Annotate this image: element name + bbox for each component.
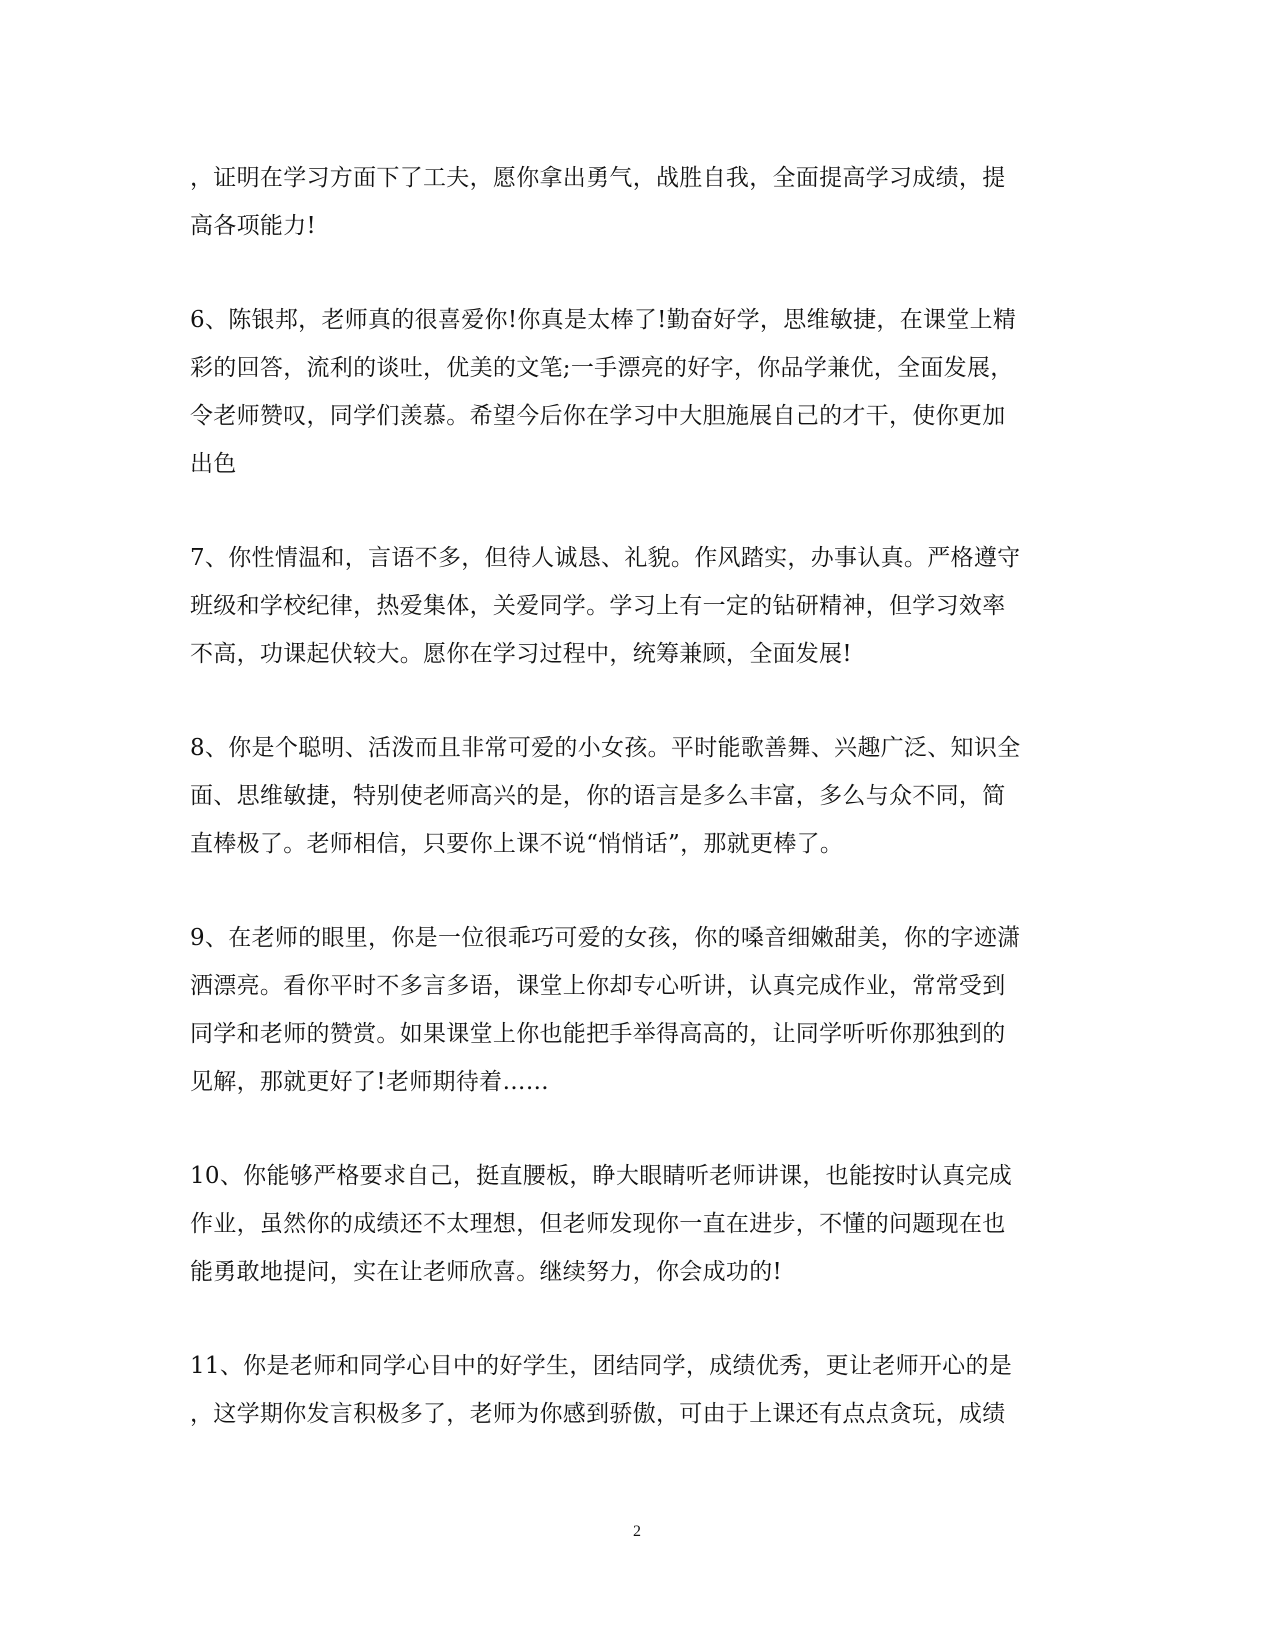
- text-line: 出色: [190, 451, 237, 477]
- document-body: [190, 154, 1090, 1484]
- text-line: 面、思维敏捷，特别使老师高兴的是，你的语言是多么丰富，多么与众不同，简: [190, 783, 1006, 809]
- text-line: 不高，功课起伏较大。愿你在学习过程中，统筹兼顾，全面发展!: [190, 641, 852, 667]
- text-line: 作业，虽然你的成绩还不太理想，但老师发现你一直在进步，不懂的问题现在也: [190, 1211, 1006, 1237]
- text-line: 直棒极了。老师相信，只要你上课不说“悄悄话”，那就更棒了。: [190, 831, 844, 857]
- text-line: 11、你是老师和同学心目中的好学生，团结同学，成绩优秀，更让老师开心的是: [190, 1353, 1013, 1379]
- paragraph-item-11: [190, 1342, 1090, 1438]
- paragraph-continuation: [190, 154, 1090, 250]
- text-line: 见解，那就更好了!老师期待着……: [190, 1069, 550, 1095]
- paragraph-item-7: [190, 534, 1090, 678]
- paragraph-item-8: [190, 724, 1090, 868]
- text-line: 彩的回答，流利的谈吐，优美的文笔;一手漂亮的好字，你品学兼优，全面发展，: [190, 355, 1014, 381]
- text-line: 班级和学校纪律，热爱集体，关爱同学。学习上有一定的钻研精神，但学习效率: [190, 593, 1006, 619]
- paragraph-item-6: [190, 296, 1090, 488]
- text-line: 8、你是个聪明、活泼而且非常可爱的小女孩。平时能歌善舞、兴趣广泛、知识全: [190, 735, 1021, 761]
- paragraph-item-9: [190, 914, 1090, 1106]
- text-line: 10、你能够严格要求自己，挺直腰板，睁大眼睛听老师讲课，也能按时认真完成: [190, 1163, 1013, 1189]
- text-line: ，这学期你发言积极多了，老师为你感到骄傲，可由于上课还有点点贪玩，成绩: [190, 1401, 1006, 1427]
- paragraph-item-10: [190, 1152, 1090, 1296]
- text-line: 同学和老师的赞赏。如果课堂上你也能把手举得高高的，让同学听听你那独到的: [190, 1021, 1006, 1047]
- text-line: 9、在老师的眼里，你是一位很乖巧可爱的女孩，你的嗓音细嫩甜美，你的字迹潇: [190, 925, 1021, 951]
- text-line: ，证明在学习方面下了工夫，愿你拿出勇气，战胜自我，全面提高学习成绩，提: [190, 165, 1006, 191]
- page-number: 2: [633, 1523, 641, 1540]
- text-line: 高各项能力!: [190, 213, 317, 239]
- text-line: 令老师赞叹，同学们羡慕。希望今后你在学习中大胆施展自己的才干，使你更加: [190, 403, 1006, 429]
- text-line: 7、你性情温和，言语不多，但待人诚恳、礼貌。作风踏实，办事认真。严格遵守: [190, 545, 1021, 571]
- text-line: 6、陈银邦，老师真的很喜爱你!你真是太棒了!勤奋好学，思维敏捷，在课堂上精: [190, 307, 1017, 333]
- text-line: 能勇敢地提问，实在让老师欣喜。继续努力，你会成功的!: [190, 1259, 783, 1285]
- text-line: 洒漂亮。看你平时不多言多语，课堂上你却专心听讲，认真完成作业，常常受到: [190, 973, 1006, 999]
